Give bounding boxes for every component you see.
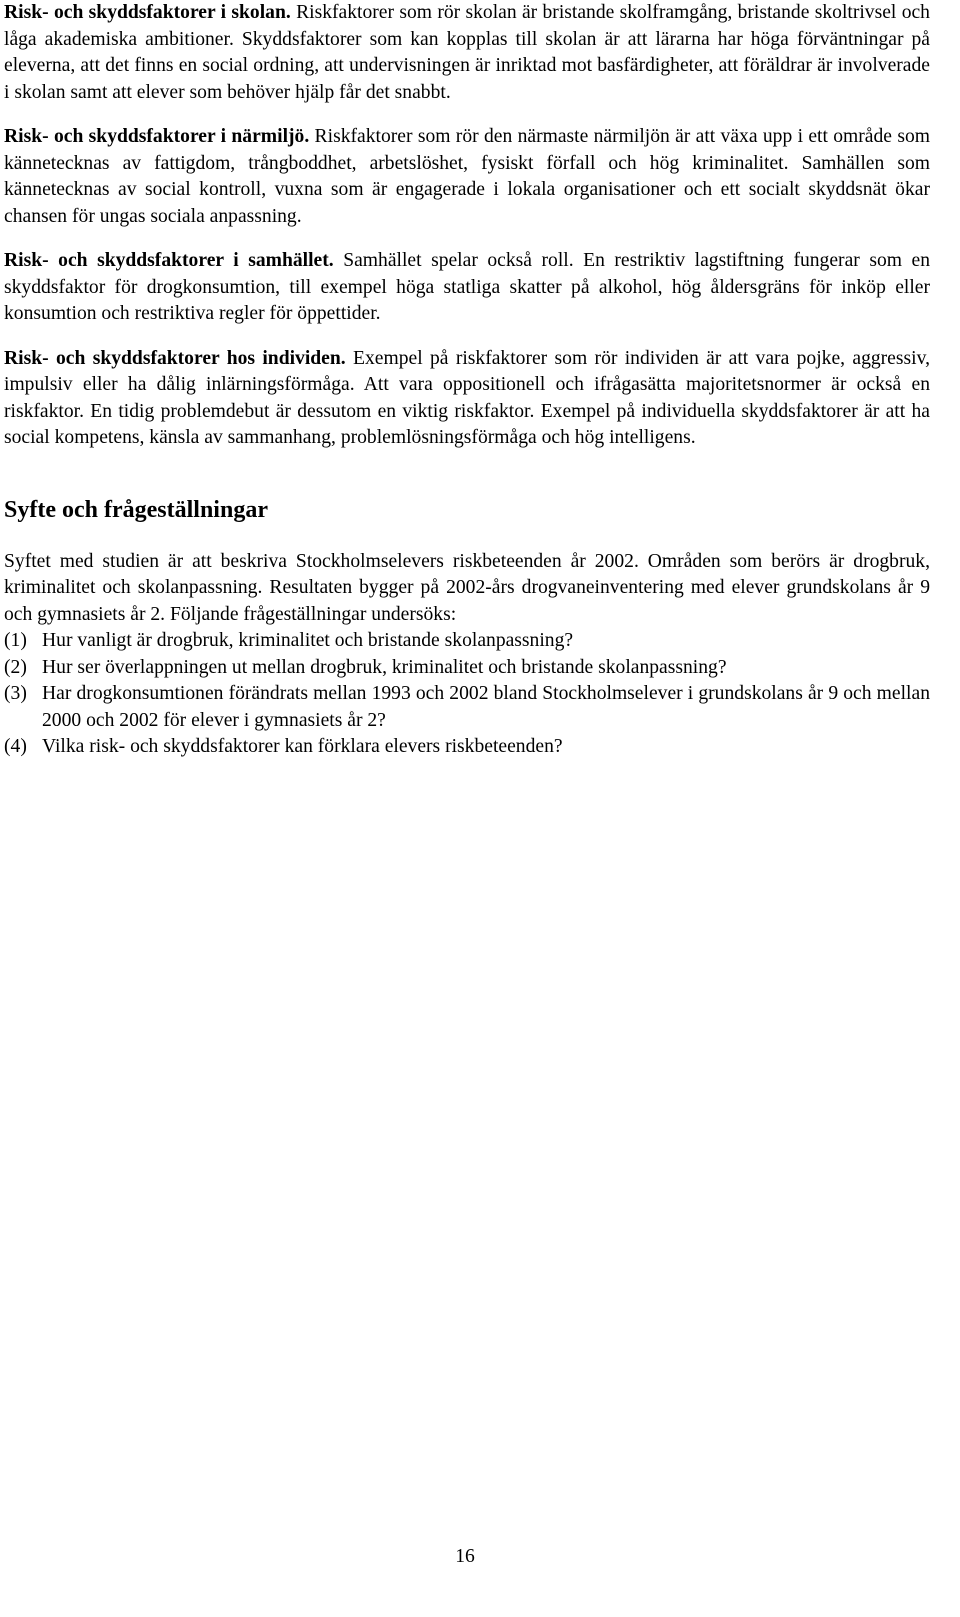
paragraph-lead: Risk- och skyddsfaktorer hos individen. (4, 347, 346, 369)
paragraph-lead: Risk- och skyddsfaktorer i samhället. (4, 250, 334, 271)
list-item-number: (4) (4, 736, 27, 757)
list-item-text: Vilka risk- och skyddsfaktorer kan förklara elevers riskbeteenden? (42, 736, 563, 757)
list-item (4, 628, 930, 655)
page-number: 16 (455, 1546, 475, 1567)
paragraph-text: Riskfaktorer som rör skolan är bristande skolframgång, bristande skoltrivsel och låga akademiska ambitioner. Skyddsfaktorer som kan kopplas till skolan är att lärarna har höga förväntningar på eleverna, att det finns en social ordning, att undervisningen är inriktad mot basfärdigheter, att föräldrar är involverade i skolan samt att elever som behöver hjälp får det snabbt. (4, 2, 930, 103)
list-item-text: Har drogkonsumtionen förändrats mellan 1993 och 2002 bland Stockholmselever i grundskolans år 9 och mellan 2000 och 2002 för elever i gymnasiets år 2? (42, 683, 930, 731)
paragraph-text: Exempel på riskfaktorer som rör individen är att vara pojke, aggressiv, impulsiv eller ha dålig inlärningsförmåga. Att vara oppositionell och ifrågasätta majoritetsnormer är också en riskfaktor. En tidig problemdebut är dessutom en viktig riskfaktor. Exempel på individuella skyddsfaktorer är att ha social kompetens, känsla av sammanhang, problemlösningsförmåga och hög intelligens. (4, 347, 930, 448)
paragraph-text: Samhället spelar också roll. En restriktiv lagstiftning fungerar som en skyddsfaktor för drogkonsumtion, till exempel höga statliga skatter på alkohol, hög åldersgräns för inköp eller konsumtion och restriktiva regler för öppettider. (4, 250, 930, 324)
list-item-text: Hur vanligt är drogbruk, kriminalitet och bristande skolanpassning? (42, 630, 574, 651)
section-heading: Syfte och frågeställningar (4, 496, 268, 523)
list-item (4, 734, 930, 761)
paragraph-lead: Risk- och skyddsfaktorer i närmiljö. (4, 126, 310, 147)
list-item (4, 681, 930, 734)
list-item-number: (2) (4, 656, 27, 678)
paragraph-lead: Risk- och skyddsfaktorer i skolan. (4, 2, 291, 23)
list-item-text: Hur ser överlappningen ut mellan drogbruk, kriminalitet och bristande skolanpassning? (42, 656, 727, 678)
paragraph-school-factors (4, 0, 930, 106)
question-list (4, 628, 930, 761)
paragraph-neighbourhood-factors (4, 124, 930, 230)
document-page (4, 0, 930, 761)
list-item (4, 655, 930, 682)
paragraph-text: Riskfaktorer som rör den närmaste närmiljön är att växa upp i ett område som kännetecknas av fattigdom, trångboddhet, arbetslöshet, fysiskt förfall och hög kriminalitet. Samhällen som kännetecknas av social kontroll, vuxna som är engagerade i lokala organisationer och ett socialt skyddsnät ökar chansen för ungas sociala anpassning. (4, 126, 930, 227)
paragraph-society-factors (4, 248, 930, 328)
list-item-number: (3) (4, 683, 27, 704)
list-item-number: (1) (4, 630, 27, 651)
section-intro: Syftet med studien är att beskriva Stockholmselevers riskbeteenden år 2002. Områden som berörs är drogbruk, kriminalitet och skolanpassning. Resultaten bygger på 2002-års drogvaneinventering med elever grundskolans år 9 och gymnasiets år 2. Följande frågeställningar undersöks: (4, 550, 930, 625)
paragraph-individual-factors (4, 346, 930, 452)
